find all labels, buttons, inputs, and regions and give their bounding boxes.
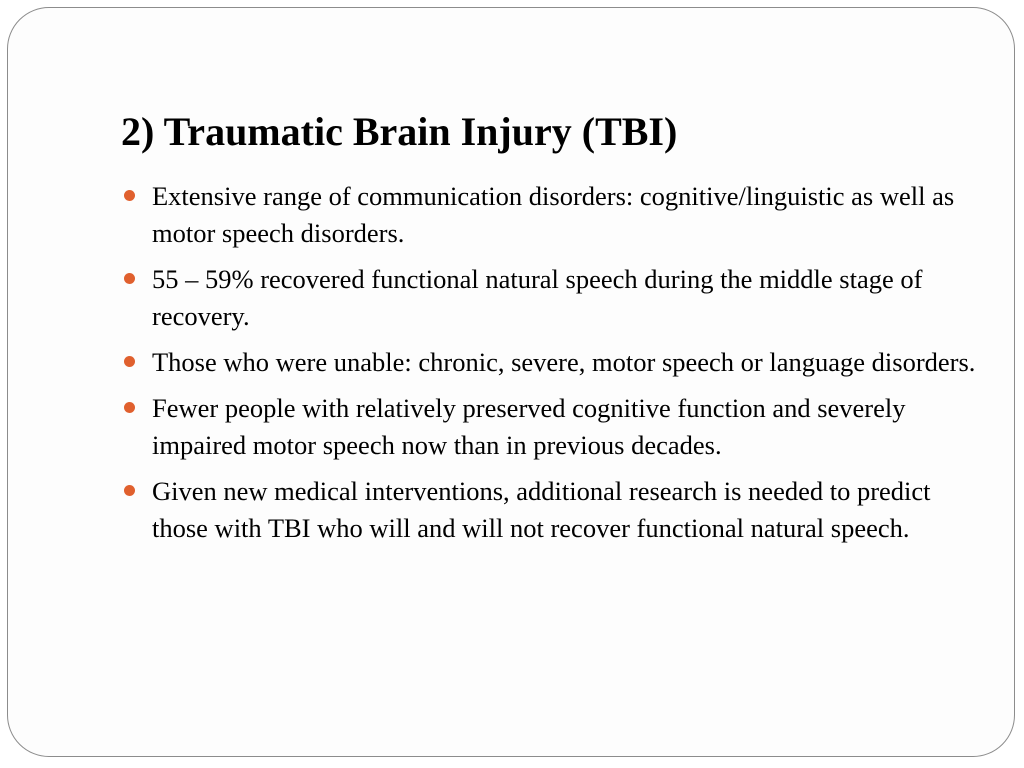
bullet-text: Given new medical interventions, additional research is needed to predict those with TBI who will and will not recover functional natural speech. [152,476,931,543]
bullet-item [124,178,984,252]
slide-title: 2) Traumatic Brain Injury (TBI) [121,109,678,154]
slide-frame [7,7,1015,757]
bullet-dot-icon [124,402,135,413]
bullet-text: 55 – 59% recovered functional natural speech during the middle stage of recovery. [152,264,923,331]
bullet-item [124,473,984,547]
bullet-item [124,344,984,381]
bullet-item [124,261,984,335]
bullet-text: Extensive range of communication disorders: cognitive/linguistic as well as motor speech disorders. [152,181,955,248]
bullet-text: Fewer people with relatively preserved cognitive function and severely impaired motor speech now than in previous decades. [152,393,906,460]
bullet-dot-icon [124,273,135,284]
bullet-text: Those who were unable: chronic, severe, motor speech or language disorders. [152,347,976,377]
bullet-dot-icon [124,485,135,496]
bullet-list [124,178,984,556]
bullet-dot-icon [124,190,135,201]
bullet-dot-icon [124,356,135,367]
bullet-item [124,390,984,464]
